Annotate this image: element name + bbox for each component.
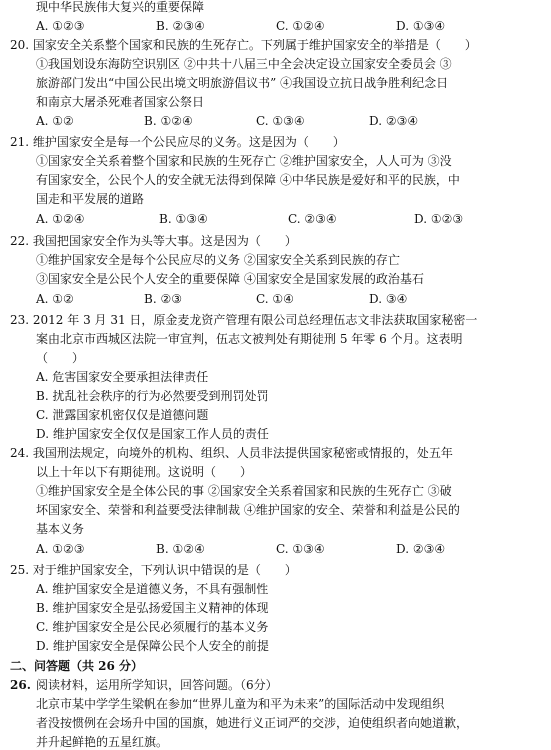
q26-number: 26. xyxy=(10,678,31,692)
q23-option-b: B. 扰乱社会秩序的行为必然要受到刑罚处罚 xyxy=(36,389,269,403)
section-2-heading: 二、问答题（共 26 分） xyxy=(10,659,144,673)
q22-item-line1: ①维护国家安全是每个公民应尽的义务 ②国家安全关系到民族的存亡 xyxy=(36,253,400,267)
q21-item-line3: 国走和平发展的道路 xyxy=(36,192,145,206)
q21-option-a: A. ①②④ xyxy=(36,212,85,226)
q22-stem: 22. 我国把国家安全作为头等大事。这是因为（ ） xyxy=(10,234,297,248)
q22-item-line2: ③国家安全是公民个人安全的重要保障 ④国家安全是国家发展的政治基石 xyxy=(36,272,424,286)
q21-item-line2: 有国家安全，公民个人的安全就无法得到保障 ④中华民族是爱好和平的民族，中 xyxy=(36,173,460,187)
q24-stem: 24. 我国刑法规定，向境外的机构、组织、人员非法提供国家秘密或情报的，处五年 xyxy=(10,446,453,460)
q26-material-line1: 北京市某中学学生梁帆在参加“世界儿童为和平为未来”的国际活动中发现组织 xyxy=(36,697,445,711)
q24-option-d: D. ②③④ xyxy=(396,542,446,556)
q20-option-c: C. ①③④ xyxy=(256,114,305,128)
q20-item-line3: 和南京大屠杀死难者国家公祭日 xyxy=(36,95,205,109)
q25-option-d: D. 维护国家安全是保障公民个人安全的前提 xyxy=(36,639,269,653)
q22-option-d: D. ③④ xyxy=(369,292,408,306)
q20-item-line2: 旅游部门发出“中国公民出境文明旅游倡议书” ④我国设立抗日战争胜利纪念日 xyxy=(36,76,449,90)
q26-material-line3: 并升起鲜艳的五星红旗。 xyxy=(36,735,169,749)
q23-option-d: D. 维护国家安全仅仅是国家工作人员的责任 xyxy=(36,427,269,441)
q25-option-c: C. 维护国家安全是公民必须履行的基本义务 xyxy=(36,620,269,634)
q20-item-line1: ①我国划设东海防空识别区 ②中共十八届三中全会决定设立国家安全委员会 ③ xyxy=(36,57,452,71)
q21-stem: 21. 维护国家安全是每一个公民应尽的义务。这是因为（ ） xyxy=(10,135,345,149)
q19-option-c: C. ①②④ xyxy=(276,19,325,33)
q20-stem: 20. 国家安全关系整个国家和民族的生死存亡。下列属于维护国家安全的举措是（ ） xyxy=(10,38,477,52)
q19-text-tail: 现中华民族伟大复兴的重要保障 xyxy=(36,0,205,14)
q26-material-line2: 者没按惯例在会场升中国的国旗，她进行义正词严的交涉，迫使组织者向她道歉， xyxy=(36,716,469,730)
q24-option-a: A. ①②③ xyxy=(36,542,85,556)
q24-item-line1: ①维护国家安全是全体公民的事 ②国家安全关系着国家和民族的生死存亡 ③破 xyxy=(36,484,452,498)
q24-stem-line2: 以上十年以下有期徒刑。这说明（ ） xyxy=(36,465,253,479)
q22-option-c: C. ①④ xyxy=(256,292,294,306)
q22-option-b: B. ②③ xyxy=(144,292,182,306)
q19-option-b: B. ②③④ xyxy=(156,19,205,33)
q25-option-b: B. 维护国家安全是弘扬爱国主义精神的体现 xyxy=(36,601,269,615)
q19-option-a: A. ①②③ xyxy=(36,19,85,33)
q21-option-b: B. ①③④ xyxy=(159,212,208,226)
q25-stem: 25. 对于维护国家安全，下列认识中错误的是（ ） xyxy=(10,563,297,577)
q21-item-line1: ①国家安全关系着整个国家和民族的生死存亡 ②维护国家安全，人人可为 ③没 xyxy=(36,154,452,168)
q19-option-d: D. ①③④ xyxy=(396,19,446,33)
q24-option-b: B. ①②④ xyxy=(156,542,205,556)
q25-option-a: A. 维护国家安全是道德义务，不具有强制性 xyxy=(36,582,269,596)
q26-instruction: 阅读材料，运用所学知识，回答问题。（6分） xyxy=(36,678,278,692)
q23-option-a: A. 危害国家安全要承担法律责任 xyxy=(36,370,209,384)
q23-stem: 23. 2012 年 3 月 31 日，原金麦龙资产管理有限公司总经理伍志文非法获取国家秘密一 xyxy=(10,313,478,327)
q24-option-c: C. ①③④ xyxy=(276,542,325,556)
q23-stem-line2: 案由北京市西城区法院一审宣判，伍志文被判处有期徒刑 5 年零 6 个月。这表明 xyxy=(36,332,463,346)
q22-option-a: A. ①② xyxy=(36,292,74,306)
q20-option-a: A. ①② xyxy=(36,114,74,128)
q21-option-c: C. ②③④ xyxy=(288,212,337,226)
q20-option-b: B. ①②④ xyxy=(144,114,193,128)
q24-item-line2: 坏国家安全、荣誉和利益要受法律制裁 ④维护国家的安全、荣誉和利益是公民的 xyxy=(36,503,460,517)
q24-item-line3: 基本义务 xyxy=(36,522,85,536)
q23-stem-line3: （ ） xyxy=(36,351,85,365)
q23-option-c: C. 泄露国家机密仅仅是道德问题 xyxy=(36,408,209,422)
q21-option-d: D. ①②③ xyxy=(414,212,464,226)
q20-option-d: D. ②③④ xyxy=(369,114,419,128)
